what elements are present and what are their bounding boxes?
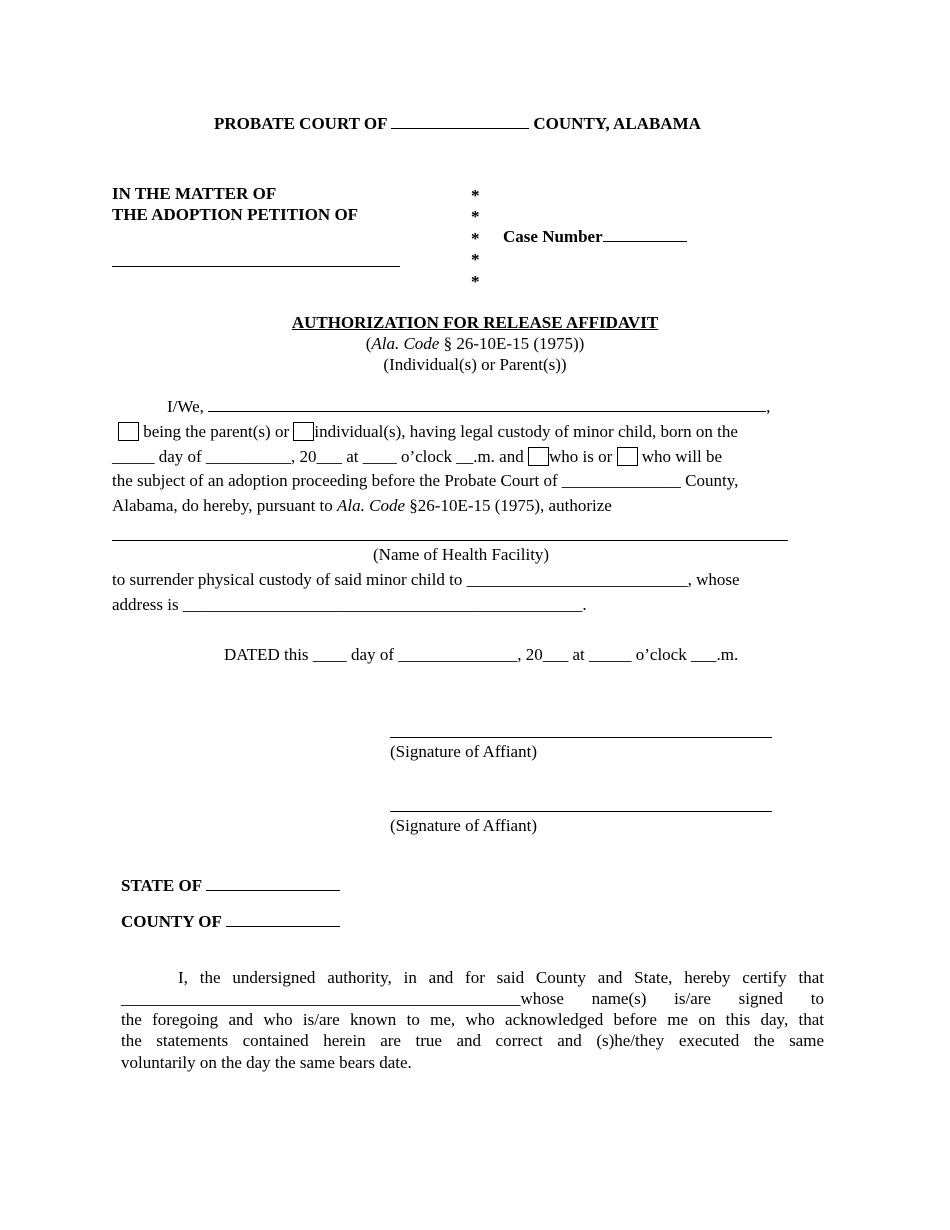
proceeding-line: the subject of an adoption proceeding before the Probate Court of ______________ County,	[112, 471, 739, 490]
parent-label: being the parent(s) or	[139, 422, 294, 441]
who-is-checkbox[interactable]	[528, 447, 549, 466]
matter-line-1: IN THE MATTER OF	[112, 184, 277, 203]
petitioner-name-field[interactable]	[112, 266, 400, 267]
document-subtitle: (Individual(s) or Parent(s))	[383, 355, 567, 374]
iwe-line: I/We, ,	[167, 397, 771, 416]
notary-line-3: the foregoing and who is/are known to me, who acknowledged before me on this day, that	[121, 1010, 824, 1029]
birth-date-text: _____ day of __________, 20___ at ____ o’clock __.m. and	[112, 447, 528, 466]
county-field[interactable]	[226, 912, 340, 927]
code-citation-italic: Ala. Code	[371, 334, 440, 353]
caption-star: *	[471, 186, 480, 205]
individual-checkbox[interactable]	[293, 422, 314, 441]
case-number	[503, 227, 687, 247]
affiant-signature-field-2[interactable]	[390, 811, 772, 812]
matter-line-2: THE ADOPTION PETITION OF	[112, 205, 359, 224]
notary-line-5: voluntarily on the day the same bears date.	[121, 1053, 412, 1072]
iwe-label: I/We,	[167, 397, 204, 416]
health-facility-caption: (Name of Health Facility)	[373, 545, 550, 564]
health-facility-field[interactable]	[112, 540, 788, 541]
state-label: STATE OF	[121, 876, 202, 895]
county-label: COUNTY OF	[121, 912, 222, 931]
caption-star: *	[471, 207, 480, 226]
notary-line-4: the statements contained herein are true and correct and (s)he/they executed the same	[121, 1031, 824, 1050]
notary-line-1: I, the undersigned authority, in and for said County and State, hereby certify that	[178, 968, 824, 987]
code-citation: (Ala. Code § 26-10E-15 (1975))	[365, 334, 585, 353]
state-field[interactable]	[206, 876, 340, 891]
court-heading	[214, 114, 701, 134]
address-line: address is _______________________________________________.	[112, 595, 587, 614]
document-title: AUTHORIZATION FOR RELEASE AFFIDAVIT	[291, 313, 659, 332]
court-suffix: COUNTY, ALABAMA	[533, 114, 701, 133]
affiant-names-field[interactable]	[208, 397, 766, 412]
individual-label: individual(s), having legal custody of minor child, born on the	[314, 422, 738, 441]
authorize-line: Alabama, do hereby, pursuant to Ala. Code §26-10E-15 (1975), authorize	[112, 496, 612, 515]
caption-star: *	[471, 272, 480, 291]
custody-line	[118, 422, 738, 442]
court-prefix: PROBATE COURT OF	[214, 114, 387, 133]
case-number-field[interactable]	[603, 227, 687, 242]
notary-line-2: _______________________________________________whose name(s) is/are signed to	[121, 989, 824, 1008]
case-number-label: Case Number	[503, 227, 603, 246]
state-of	[121, 876, 340, 896]
who-will-be-label: who will be	[637, 447, 723, 466]
county-name-field[interactable]	[391, 114, 529, 129]
affiant-signature-label-2: (Signature of Affiant)	[390, 816, 537, 835]
surrender-line: to surrender physical custody of said minor child to __________________________, whose	[112, 570, 740, 589]
affiant-signature-label-1: (Signature of Affiant)	[390, 742, 537, 761]
caption-star: *	[471, 229, 480, 248]
county-of	[121, 912, 340, 932]
affiant-signature-field-1[interactable]	[390, 737, 772, 738]
dated-line: DATED this ____ day of ______________, 20___ at _____ o’clock ___.m.	[224, 645, 739, 664]
authorize-code-italic: Ala. Code	[337, 496, 406, 515]
caption-star: *	[471, 250, 480, 269]
birth-line	[112, 447, 722, 467]
parent-checkbox[interactable]	[118, 422, 139, 441]
who-is-label: who is or	[548, 447, 617, 466]
who-will-be-checkbox[interactable]	[617, 447, 638, 466]
